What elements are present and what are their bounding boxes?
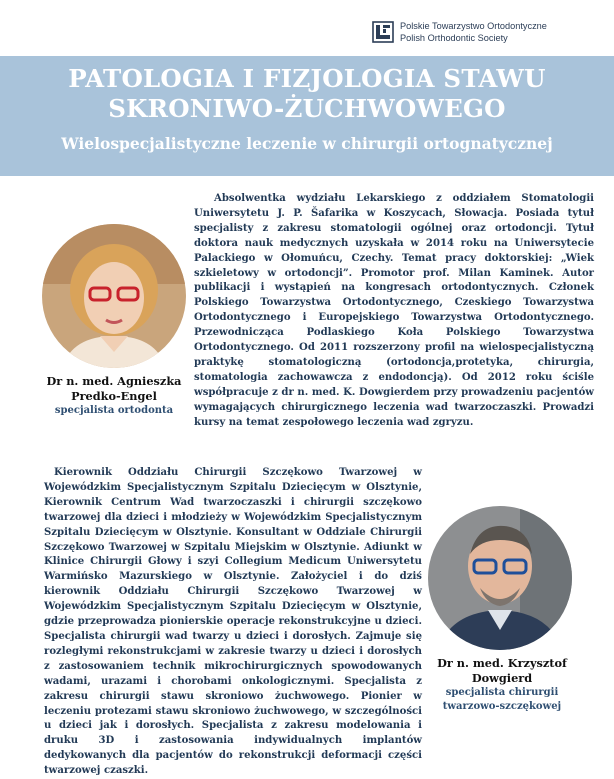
speaker-2-bio: Kierownik Oddziału Chirurgii Szczękowo Twarzowej w Wojewódzkim Specjalistycznym Szpitalu Dziecięcym w Olsztynie, Kierownik Centrum Wad twarzoczaszki i chirurgii szczękowo twarzowej dla dzieci i młodzieży w Wojewódzkim Specjalistycznym Szpitalu Dziecięcym w Olsztynie. Konsultant w Oddziale Chirurgii Szczękowo Twarzowej w Szpitalu Miejskim w Olsztynie. Adiunkt w Klinice Chirurgii Głowy i szyi Collegium Medicum Uniwersytetu Warmińsko Mazurskiego w Olsztynie. Założyciel i do dziś kierownik Oddziału Chirurgii Szczękowo Twarzowej w Wojewódzkim Specjalistycznym Szpitalu Dziecięcym w Olsztynie, gdzie przeprowadza pionierskie operacje rekonstrukcyjne u dzieci. Specjalista chirurgii wad twarzy u dzieci i dorosłych. Zajmuje się rozległymi rekonstrukcjami w zakresie twarzy u dzieci i dorosłych z zastosowaniem technik mikrochirurgicznych spowodowanych wadami, urazami i chorobami onkologicznymi. Specjalista z zakresu chirurgii stawu skroniowo żuchwowego. Pionier w leczeniu protezami stawu skroniowo żuchwowego, w szczególności u dzieci jak i dorosłych. Specjalista z zakresu modelowania i druku 3D i zastosowania indywidualnych implantów dedykowanych dla pacjentów do rekonstrukcji deformacji części twarzowej czaszki. [44,467,422,777]
speaker-2-name-line-1: Dr n. med. Krzysztof [437,656,567,670]
title-line-1: PATOLOGIA I FIZJOLOGIA STAWU [68,64,546,93]
speaker-1-role: specjalista ortodonta [54,405,174,416]
speaker-2-role-line-1: specjalista chirurgii [445,687,559,698]
society-logo [372,20,547,44]
speaker-2-role-line-2: twarzowo-szczękowej [442,701,562,712]
speaker-1-name [38,374,190,404]
speaker-2-name [422,656,582,686]
speaker-1-name-line-2: Predko-Engel [71,389,157,403]
org-name-pl: Polskie Towarzystwo Ortodontyczne [400,21,547,31]
speaker-2-role [422,686,582,714]
speaker-1-photo [42,224,186,368]
page-subtitle: Wielospecjalistyczne leczenie w chirurgii ortognatycznej [61,134,553,153]
speaker-1-bio: Absolwentka wydziału Lekarskiego z oddziałem Stomatologii Uniwersytetu J. P. Šafarika w Koszycach, Słowacja. Posiada tytuł specjalisty z zakresu stomatologii ogólnej oraz ortodoncji. Tytuł doktora nauk medycznych uzyskała w 2014 roku na Uniwersytecie Palackiego w Ołomuńcu, Czechy. Temat pracy doktorskiej: „Wiek szkieletowy w ortodoncji”. Promotor prof. Milan Kaminek. Autor publikacji i wystąpień na kongresach ortodontycznych. Członek Polskiego Towarzystwa Ortodontycznego, Czeskiego Towarzystwa Ortodontycznego i Europejskiego Towarzystwa Ortodontycznego. Przewodnicząca Podlaskiego Koła Polskiego Towarzystwa Ortodontycznego. Od 2011 rozszerzony profil na wielospecjalistyczną praktykę stomatologiczną (ortodoncja,protetyka, chirurgia, stomatologia zachowawcza z endodoncją). Od 2012 roku ściśle współpracuje z dr n. med. K. Dowgierdem przy prowadzeniu pacjentów wymagających chirurgicznego leczenia wad twarzoczaszki. Prowadzi kursy na temat zespołowego leczenia wad zgryzu. [194,193,594,428]
title-line-2: SKRONIWO-ŻUCHWOWEGO [108,94,506,123]
logo-text [400,20,547,44]
org-name-en: Polish Orthodontic Society [400,33,508,43]
pto-logo-icon [372,21,394,43]
title-banner [0,56,614,176]
page-title [0,64,614,124]
speaker-2-photo [428,506,572,650]
speaker-1-name-line-1: Dr n. med. Agnieszka [46,374,182,388]
speaker-2-name-line-2: Dowgierd [471,671,533,685]
